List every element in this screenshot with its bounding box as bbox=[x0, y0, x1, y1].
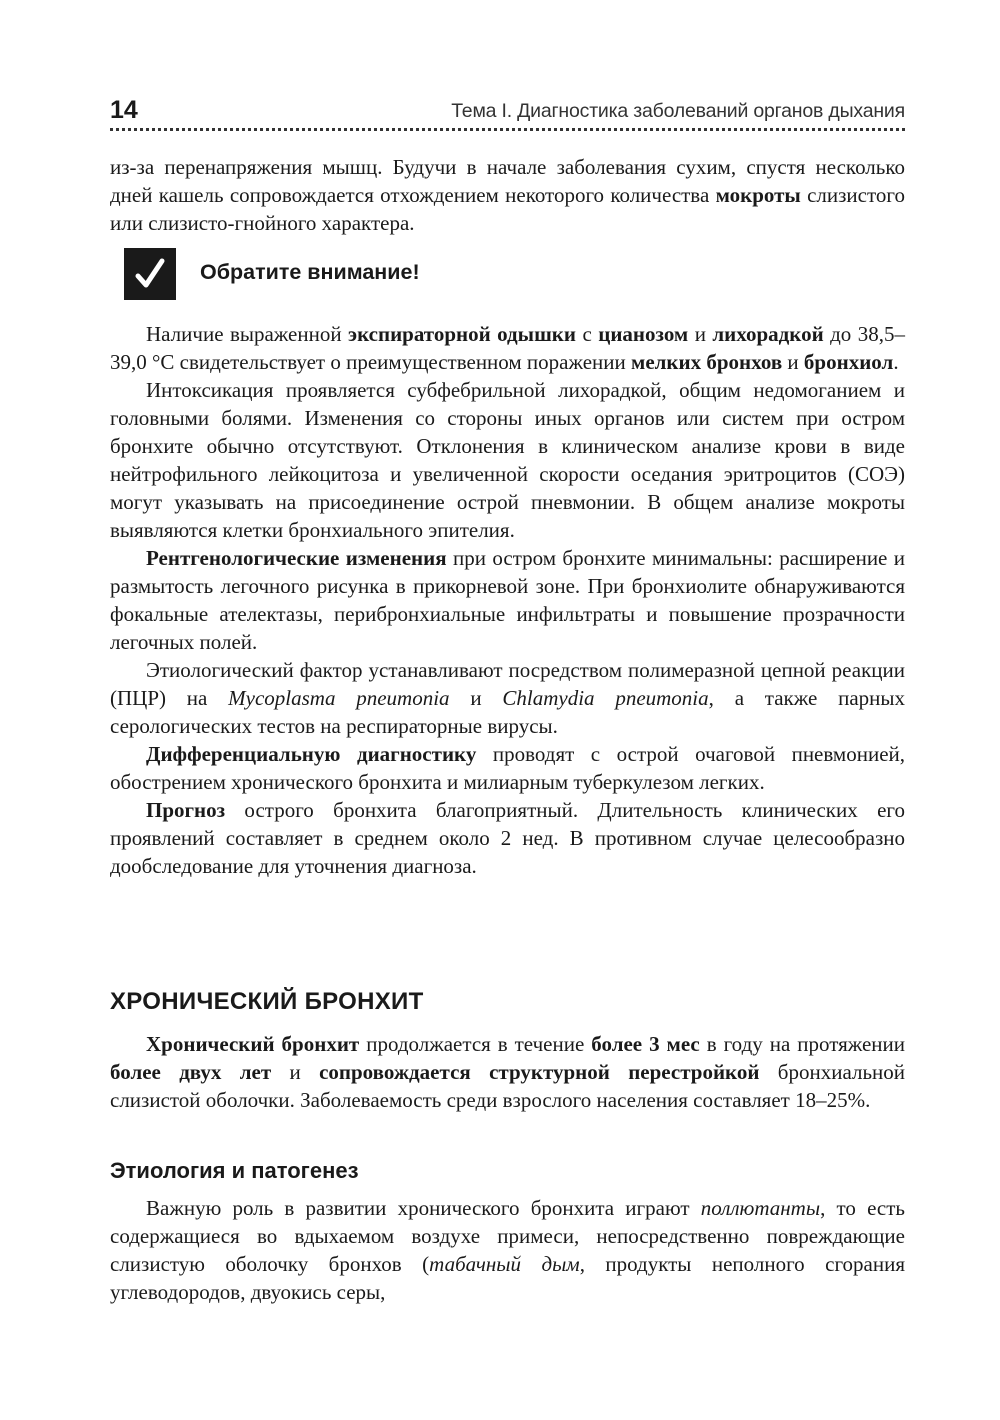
paragraph-pollutants: Важную роль в развитии хронического бронхита играют поллютанты, то есть содержащиеся во вдыхаемом воздухе примеси, непосредственно повреждающие слизистую оболочку бронхов (табачный дым, продукты неполного сгорания углеводородов, двуокись серы, bbox=[110, 1196, 905, 1304]
main-text bbox=[110, 320, 905, 880]
page-header bbox=[110, 92, 905, 132]
paragraph-xray: Рентгенологические изменения при остром бронхите минимальны: расширение и размытость легочного рисунка в прикорневой зоне. При бронхиолите обнаруживаются фокальные ателектазы, перибронхиальные инфильтраты и повышение прозрачности легочных полей. bbox=[110, 546, 906, 654]
checkmark-icon bbox=[124, 248, 176, 300]
etiology-text bbox=[110, 1194, 905, 1306]
paragraph-chronic: Хронический бронхит продолжается в течение более 3 мес в году на протяжении более двух лет и сопровождается структурной перестройкой бронхиальной слизистой оболочки. Заболеваемость среди взрослого населения составляет 18–25%. bbox=[110, 1032, 906, 1112]
paragraph-prognosis: Прогноз острого бронхита благоприятный. Длительность клинических его проявлений составляет в среднем около 2 нед. В противном случае целесообразно дообследование для уточнения диагноза. bbox=[110, 798, 905, 878]
section-heading-chronic: ХРОНИЧЕСКИЙ БРОНХИТ bbox=[110, 988, 424, 1015]
paragraph-differential: Дифференциальную диагностику проводят с острой очаговой пневмонией, обострением хронического бронхита и милиарным туберкулезом легких. bbox=[110, 742, 906, 794]
attention-callout bbox=[124, 248, 524, 300]
intro-paragraph: из-за перенапряжения мышц. Будучи в начале заболевания сухим, спустя несколько дней кашель сопровождается отхождением некоторого количества мокроты слизистого или слизисто-гнойного характера. bbox=[110, 155, 905, 235]
header-divider bbox=[110, 128, 905, 131]
running-title: Тема I. Диагностика заболеваний органов дыхания bbox=[451, 100, 905, 122]
paragraph-etiology-factor: Этиологический фактор устанавливают посредством полимеразной цепной реакции (ПЦР) на Mycoplasma pneumonia и Chlamydia pneumonia, а также парных серологических тестов на респираторные вирусы. bbox=[110, 658, 905, 738]
page-number: 14 bbox=[110, 96, 138, 124]
attention-label: Обратите внимание! bbox=[200, 260, 420, 284]
paragraph-dyspnea: Наличие выраженной экспираторной одышки с цианозом и лихорадкой до 38,5–39,0 °С свидетельствует о преимущественном поражении мелких бронхов и бронхиол. bbox=[110, 322, 905, 374]
subsection-heading-etiology: Этиология и патогенез bbox=[110, 1158, 359, 1183]
paragraph-intoxication: Интоксикация проявляется субфебрильной лихорадкой, общим недомоганием и головными болями. Изменения со стороны иных органов или систем при остром бронхите обычно отсутствуют. Отклонения в клиническом анализе крови в виде нейтрофильного лейкоцитоза и увеличенной скорости оседания эритроцитов (СОЭ) могут указывать на присоединение острой пневмонии. В общем анализе мокроты выявляются клетки бронхиального эпителия. bbox=[110, 378, 905, 542]
chronic-text bbox=[110, 1030, 905, 1114]
